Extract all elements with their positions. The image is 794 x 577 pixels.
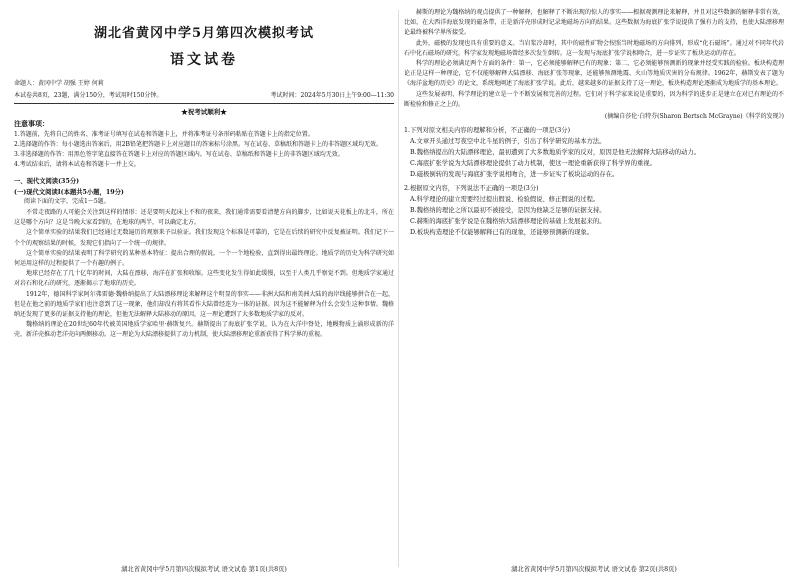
page-divider: [398, 10, 399, 567]
passage-source: (摘编自莎伦·白特芬(Sharon Bertsch McGrayne)《科学的发现》): [604, 113, 784, 121]
passage-paragraph: 科学的理论必须满足两个方面的条件：第一，它必须能够解释已有的现象；第二，它必须能够预测新的现象并经受实践的检验。板块构造理论正是这样一种理论，它不仅能够解释大陆漂移、海底扩张等现象，还能够预测地震、火山等地质灾害的分布规律。1962年，赫斯发表了题为《海洋盆地的历史》的论文，系统地阐述了海底扩张学说。此后，越来越多的证据支持了这一理论，板块构造理论逐渐成为地质学的基本理论。: [404, 60, 784, 88]
question-1: 1.下列对原文相关内容的理解和分析，不正确的一项是(3分): [404, 127, 571, 135]
passage-paragraph: 这些发展表明，科学理论的建立是一个不断发展和完善的过程。它们对于科学家来说是重要的，因为科学的进步正是建立在对已有理论的不断检验和修正之上的。: [404, 90, 784, 108]
exam-info-row: [14, 91, 394, 104]
option-d: D.板块构造理论不仅能够解释已有的现象，还能够预测新的现象。: [410, 229, 594, 237]
section-heading: 一、现代文阅读(35分): [14, 178, 80, 185]
exam-subtitle: 语文试卷: [170, 52, 238, 68]
authors-line: 命题人：黄冈中学 胡强 王婷 何莉: [14, 80, 104, 87]
exam-info-right: 考试时间：2024年5月30日上午9:00—11:30: [270, 92, 394, 99]
exam-info-left: 本试卷共8页，23题，满分150分，考试用时150分钟。: [14, 92, 163, 99]
option-b: B.魏格纳的理论之所以最初不被接受，是因为他缺乏足够的证据支持。: [410, 207, 606, 215]
reading-heading: (一)现代文阅读Ⅰ(本题共5小题，19分): [14, 189, 124, 196]
page-2: [404, 8, 784, 573]
option-c: C.赫斯的海底扩张学说是在魏格纳大陆漂移理论的基础上发展起来的。: [410, 218, 606, 226]
option-c: C.海底扩张学说为大陆漂移理论提供了动力机制，使这一理论重新获得了科学界的重视。: [410, 160, 656, 168]
option-b: B.魏格纳提出的大陆漂移理论，最初遭到了大多数地质学家的反对，原因是他无法解释大陆移动的动力。: [410, 149, 700, 157]
passage-paragraph: 赫斯的理论为魏格纳的观点提供了一种解释，也解释了不断出现的惊人的事实——根据观测理论来解释，并且对这些数据的解释非常有效，比如，在大西洋海底发现的磁条带，正是新洋壳形成时记录地磁场方向的结果。这些数据为海底扩张学说提供了强有力的支持，也使大陆漂移理论最终被科学界所接受。: [404, 9, 784, 37]
passage-paragraph: 不常走夜路的人可能会关注到这样的情形：还是要明天起床上不和的夜来，我们通常需要看清楚方向的脚步，比如说天花板上的北斗，所在这是哪个方向？这是当晚大家看到的，在地球的两半，可以确定北方。: [14, 209, 394, 227]
passage-paragraph: 此外，磁极的发现也具有重要的意义。当岩浆冷却时，其中的磁性矿物会按照当时地磁场的方向排列，形成“化石磁场”。通过对不同年代岩石中化石磁场的研究，科学家发现地磁场曾经多次发生倒转。这一发现与海底扩张学说相吻合，进一步证实了板块运动的存在。: [404, 39, 784, 57]
exam-title: 湖北省黄冈中学5月第四次模拟考试: [93, 26, 315, 41]
passage-paragraph: 地球已经存在了几十亿年的时间，大陆在漂移，海洋在扩张和收缩。这些变化发生得如此缓慢，以至于人类几乎察觉不到。但地质学家通过对岩石和化石的研究，逐渐揭示了地球的历史。: [14, 270, 394, 288]
passage-paragraph: 这个简单实验的结果我们已经通过无数遍历的观察来予以验证。我们发现这个标准是可靠的，它是在后续的研究中反复被证明。我们记下一个个的观察结果的时候，发现它们指向了一个统一的规律。: [14, 229, 394, 247]
passage-paragraph: 这个简单实验的结果表明了科学研究的某种基本特征：提出合理的假说，一个一个地检验，直到得出最终理论。地质学的历史为科学研究如何运用这样的过程提供了一个有趣的例子。: [14, 249, 394, 268]
passage-paragraph: 1912年，德国科学家阿尔弗雷德·魏格纳提出了大陆漂移理论来解释这个明显的事实——非洲大陆和南美洲大陆的海岸线能够拼合在一起，但是在他之前的地质学家们也注意到了这一现象，他们却没有将其看作大陆曾经连为一体的证据。因为这不能解释为什么会发生这种事情。魏格纳还发现了更多的证据支持他的理论，但他无法解释大陆移动的原因，这一理论遭到了大多数地质学家的反对。: [14, 290, 394, 319]
passage-paragraph: 魏格纳的理论在20世纪60年代被美国地质学家哈里·赫斯复兴。赫斯提出了海底扩张学说，认为在大洋中脊处，地幔物质上涌形成新的洋壳，新洋壳推动老洋壳向两侧移动。这一理论为大陆漂移提供了动力机制，使大陆漂移理论重新获得了科学界的重视。: [14, 321, 394, 339]
question-2: 2.根据原文内容，下列说法不正确的一项是(3分): [404, 185, 539, 193]
option-a: A.科学理论的建立需要经过提出假说、检验假说、修正假说的过程。: [410, 196, 600, 204]
good-luck-line: ★祝考试顺利★: [181, 108, 227, 116]
notice-item: 1.答题前，先将自己的姓名、准考证号填写在试卷和答题卡上，并将准考证号条形码粘贴在答题卡上的指定位置。: [14, 131, 314, 138]
page-footer: 湖北省黄冈中学5月第四次模拟考试 语文试卷 第2页(共8页): [511, 566, 677, 573]
reading-instruction: 阅读下面的文字，完成1～5题。: [24, 198, 110, 205]
notice-heading: 注意事项：: [14, 119, 49, 128]
page-1: [14, 8, 394, 573]
option-a: A.文章开头通过写夜空中北斗星的例子，引出了科学研究的基本方法。: [410, 138, 606, 146]
notice-item: 4.考试结束后，请将本试卷和答题卡一并上交。: [14, 161, 140, 168]
notice-item: 3.非选择题的作答：用黑色签字笔直接答在答题卡上对应的答题区域内。写在试卷、草稿纸和答题卡上的非答题区域均无效。: [14, 151, 344, 158]
option-d: D.磁极倒转的发现与海底扩张学说相吻合，进一步证实了板块运动的存在。: [410, 171, 619, 179]
page-footer: 湖北省黄冈中学5月第四次模拟考试 语文试卷 第1页(共8页): [121, 566, 287, 573]
notice-item: 2.选择题的作答：每小题选出答案后，用2B铅笔把答题卡上对应题目的答案标号涂黑。写在试卷、草稿纸和答题卡上的非答题区域均无效。: [14, 141, 382, 148]
